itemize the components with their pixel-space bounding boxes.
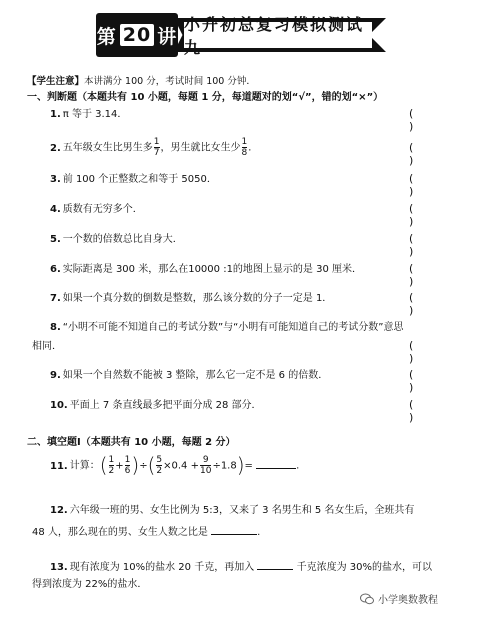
answer-paren-4[interactable]: ( )	[409, 202, 434, 228]
item-text: ÷1.8	[212, 460, 237, 472]
judge-item-3	[50, 173, 217, 186]
item-number: 12.	[50, 505, 68, 516]
denominator: 10	[199, 466, 212, 476]
answer-paren-2[interactable]: ( )	[409, 141, 434, 167]
answer-blank-11[interactable]	[256, 458, 296, 469]
fraction	[109, 455, 115, 476]
item-text: 一个数的倍数总比自身大．	[62, 234, 183, 245]
item-text: =	[244, 460, 253, 472]
paren-close: )	[131, 453, 140, 477]
item-text: ．	[248, 142, 259, 154]
item-number: 2.	[50, 142, 61, 154]
answer-blank-13[interactable]	[257, 559, 293, 570]
fill-item-13-cont: 得到浓度为 22%的盐水．	[32, 579, 148, 590]
fill-item-11: 11. 计算：( $\frac{1}{2}$ + $\frac{1}{6}$ )÷( $\frac{5}{2}$ ×0.4 + $\frac{9}{10}$ ÷1.8)= .	[50, 453, 300, 477]
item-text: 如果一个自然数不能被 3 整除，那么它一定不是 6 的倍数．	[62, 370, 329, 381]
numerator: 1	[108, 455, 115, 465]
denominator: 8	[241, 148, 248, 158]
fraction	[154, 137, 160, 158]
student-notice	[27, 73, 256, 87]
denominator: 6	[124, 466, 131, 476]
judge-item-9	[50, 369, 328, 382]
item-text: 48 人，那么现在的男、女生人数之比是	[32, 527, 208, 538]
item-number: 10.	[50, 400, 68, 411]
answer-paren-9[interactable]: ( )	[409, 368, 434, 394]
section-fill-title: 二、填空题Ⅰ（本题共有 10 小题，每题 2 分）	[27, 437, 236, 448]
watermark	[360, 591, 438, 606]
item-text: .	[296, 460, 300, 472]
fill-item-12	[50, 504, 414, 517]
judge-item-8-cont: 相同．	[32, 341, 62, 352]
item-text: 如果一个真分数的倒数是整数，那么该分数的分子一定是 1．	[62, 293, 333, 304]
item-text: π 等于 3.14．	[62, 109, 128, 120]
item-text: ，男生就比女生少	[160, 142, 241, 154]
answer-paren-5[interactable]: ( )	[409, 232, 434, 258]
item-text: 千克浓度为 30%的盐水，可以	[296, 562, 432, 573]
page-title: 小升初总复习模拟测试九	[184, 22, 372, 48]
numerator: 1	[153, 137, 160, 147]
item-number: 13.	[50, 562, 68, 573]
paren-open: (	[99, 453, 108, 477]
item-number: 5.	[50, 234, 61, 245]
lesson-badge	[96, 13, 178, 57]
item-number: 1.	[50, 109, 61, 120]
judge-item-4	[50, 203, 143, 216]
item-text: 计算：	[69, 460, 100, 472]
judge-item-7	[50, 292, 332, 305]
answer-paren-6[interactable]: ( )	[409, 262, 434, 288]
judge-item-6	[50, 263, 362, 276]
judge-item-5	[50, 233, 183, 246]
item-number: 4.	[50, 204, 61, 215]
paren-close: )	[236, 453, 245, 477]
paren-open: (	[147, 453, 156, 477]
item-text: 五年级女生比男生多	[62, 142, 153, 154]
item-text: 前 100 个正整数之和等于 5050．	[62, 174, 217, 185]
item-number: 7.	[50, 293, 61, 304]
badge-prefix: 第	[96, 25, 117, 48]
item-text: ×0.4 +	[163, 460, 199, 472]
judge-item-8	[50, 321, 404, 334]
item-text: 质数有无穷多个．	[62, 204, 143, 215]
numerator: 1	[124, 455, 131, 465]
badge-suffix: 讲	[157, 25, 178, 48]
item-text: 实际距离是 300 米，那么在10000 :1的地图上显示的是 30 厘米．	[62, 264, 363, 275]
item-text: 现有浓度为 10%的盐水 20 千克，再加入	[69, 562, 255, 573]
numerator: 1	[241, 137, 248, 147]
answer-paren-7[interactable]: ( )	[409, 291, 434, 317]
judge-item-10	[50, 399, 262, 412]
item-text: “小明不可能不知道自己的考试分数”与“小明有可能知道自己的考试分数”意思	[62, 322, 404, 333]
item-text: .	[257, 527, 261, 538]
wechat-icon	[360, 593, 374, 605]
judge-item-1	[50, 108, 127, 121]
denominator: 2	[108, 466, 115, 476]
denominator: 7	[153, 148, 160, 158]
fraction	[242, 137, 248, 158]
fraction	[125, 455, 131, 476]
watermark-text: 小学奥数教程	[378, 595, 438, 606]
fraction	[200, 455, 211, 476]
judge-item-2	[50, 137, 258, 158]
item-number: 8.	[50, 322, 61, 333]
item-number: 3.	[50, 174, 61, 185]
numerator: 9	[202, 455, 209, 465]
fill-item-12-cont	[32, 524, 260, 539]
item-number: 11.	[50, 460, 68, 472]
fraction	[156, 455, 162, 476]
badge-number: 20	[120, 24, 154, 46]
answer-paren-3[interactable]: ( )	[409, 172, 434, 198]
notice-label: 【学生注意】	[27, 76, 85, 87]
numerator: 5	[156, 455, 163, 465]
answer-paren-1[interactable]: ( )	[409, 107, 434, 133]
notice-text: 本讲满分 100 分，考试时间 100 分钟．	[84, 76, 256, 87]
section-judge-title: 一、判断题（本题共有 10 小题，每题 1 分，每道题对的划“√”，错的划“×”）	[27, 92, 384, 103]
fill-item-13	[50, 559, 432, 574]
answer-paren-10[interactable]: ( )	[409, 398, 434, 424]
item-number: 9.	[50, 370, 61, 381]
answer-paren-8[interactable]: ( )	[409, 339, 434, 365]
item-number: 6.	[50, 264, 61, 275]
item-text: 平面上 7 条直线最多把平面分成 28 部分．	[69, 400, 262, 411]
item-text: 六年级一班的男、女生比例为 5:3，又来了 3 名男生和 5 名女生后，全班共有	[69, 505, 415, 516]
answer-blank-12[interactable]	[211, 524, 257, 535]
denominator: 2	[156, 466, 163, 476]
